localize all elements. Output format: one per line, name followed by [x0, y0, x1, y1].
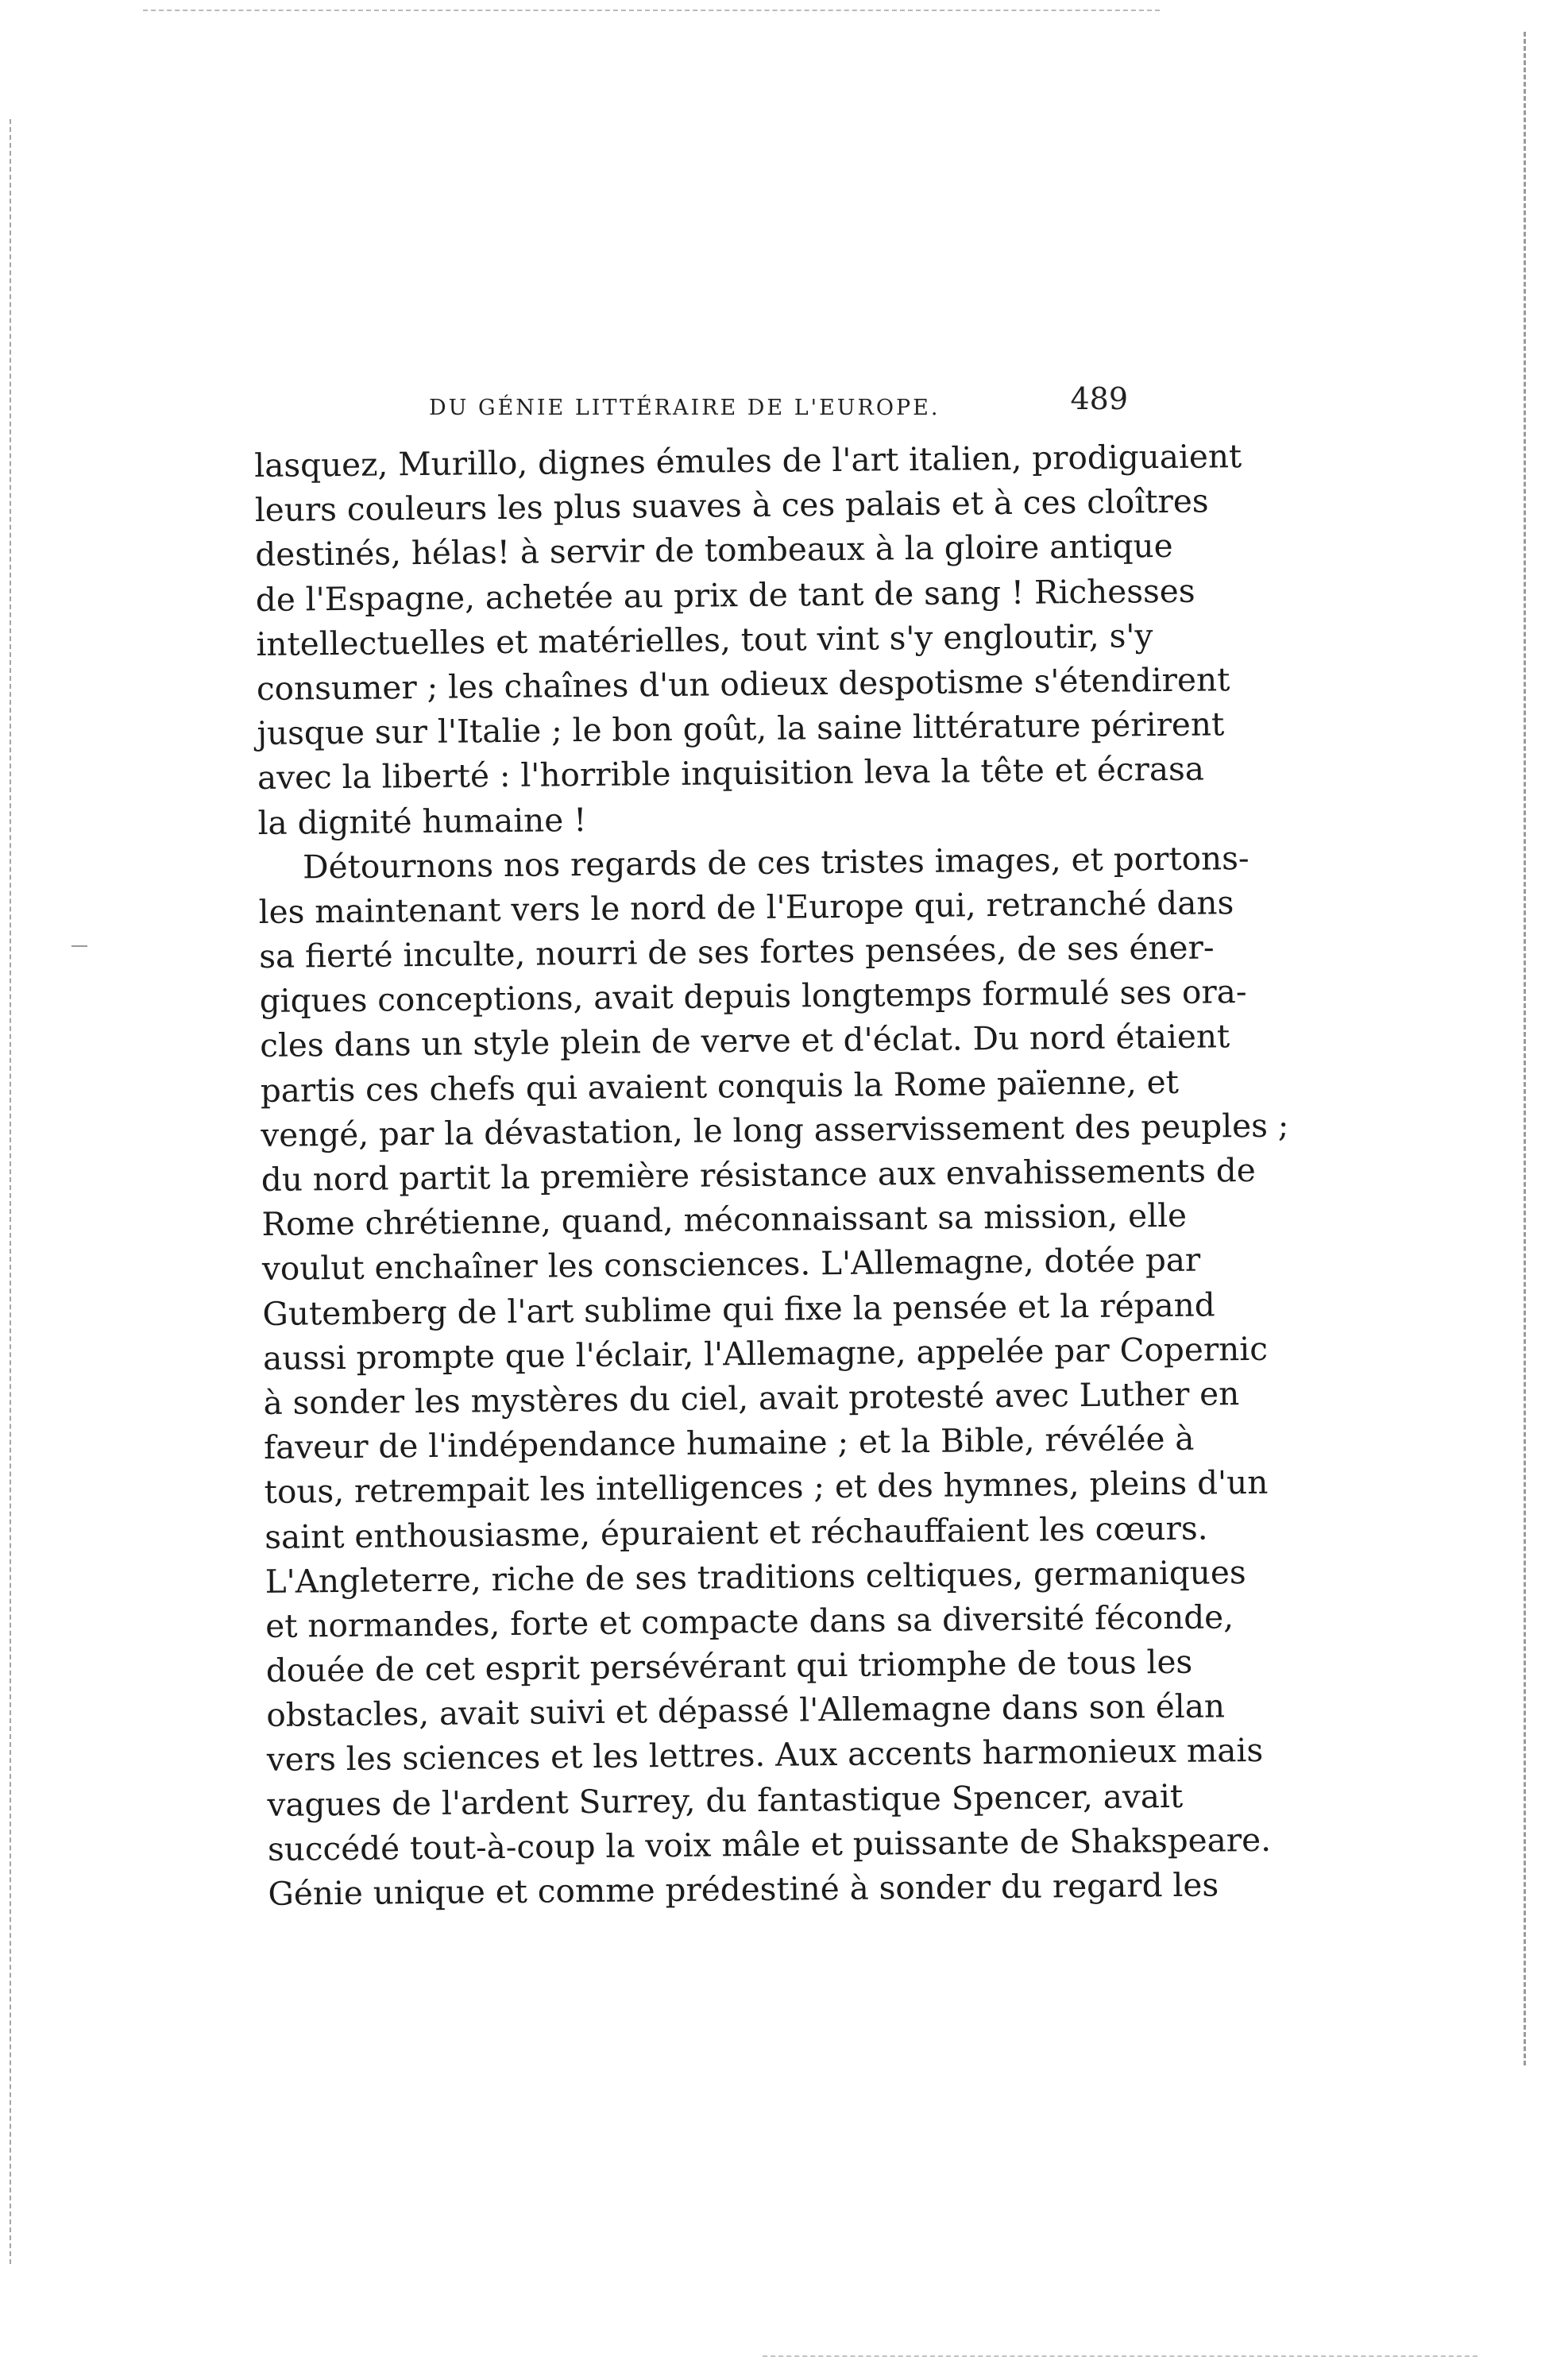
text-line: giques conceptions, avait depuis longtemps formulé ses ora-: [259, 972, 1247, 1021]
scan-edge-top: [143, 10, 1160, 11]
text-line: Rome chrétienne, quand, méconnaissant sa mission, elle: [261, 1196, 1188, 1244]
text-line: consumer ; les chaînes d'un odieux despotisme s'étendirent: [256, 660, 1230, 708]
paragraph-1: [254, 435, 1242, 844]
text-line: à sonder les mystères du ciel, avait protesté avec Luther en: [263, 1374, 1240, 1422]
text-line: destinés, hélas! à servir de tombeaux à la gloire antique: [255, 527, 1173, 574]
text-line: avec la liberté : l'horrible inquisition leva la tête et écrasa: [257, 749, 1205, 798]
text-line: douée de cet esprit persévérant qui triomphe de tous les: [265, 1642, 1193, 1690]
text-line: vengé, par la dévastation, le long asservissement des peuples ;: [261, 1106, 1289, 1154]
text-line: Génie unique et comme prédestiné à sonder du regard les: [268, 1865, 1219, 1913]
text-line: lasquez, Murillo, dignes émules de l'art italien, prodiguaient: [254, 437, 1242, 485]
text-line: faveur de l'indépendance humaine ; et la Bible, révélée à: [263, 1419, 1195, 1467]
paragraph-2: [258, 836, 1289, 1916]
page-header: [429, 381, 1128, 429]
scan-mark: [71, 945, 87, 947]
text-line: les maintenant vers le nord de l'Europe qui, retranché dans: [258, 883, 1234, 931]
page-number: 489: [1070, 381, 1128, 416]
running-head: DU GÉNIE LITTÉRAIRE DE L'EUROPE.: [429, 396, 941, 420]
text-line: Gutemberg de l'art sublime qui fixe la pensée et la répand: [262, 1285, 1215, 1333]
scan-edge-left: [10, 119, 11, 2264]
scan-edge-right: [1524, 32, 1526, 2065]
text-line: Détournons nos regards de ces tristes images, et portons-: [302, 838, 1250, 887]
text-line: L'Angleterre, riche de ses traditions celtiques, germaniques: [265, 1552, 1246, 1601]
text-line: vagues de l'ardent Surrey, du fantastique Spencer, avait: [267, 1776, 1184, 1824]
text-line: jusque sur l'Italie ; le bon goût, la saine littérature périrent: [257, 705, 1225, 753]
text-line: obstacles, avait suivi et dépassé l'Allemagne dans son élan: [266, 1686, 1226, 1735]
text-line: et normandes, forte et compacte dans sa diversité féconde,: [265, 1598, 1234, 1645]
body-text: [254, 435, 1289, 1916]
text-line: cles dans un style plein de verve et d'éclat. Du nord étaient: [260, 1017, 1230, 1065]
text-line: vers les sciences et les lettres. Aux accents harmonieux mais: [266, 1731, 1264, 1779]
text-line: succédé tout-à-coup la voix mâle et puissante de Shakspeare.: [267, 1820, 1272, 1868]
text-line: la dignité humaine !: [257, 800, 587, 842]
text-line: tous, retrempait les intelligences ; et des hymnes, pleins d'un: [264, 1463, 1269, 1512]
text-line: de l'Espagne, achetée au prix de tant de sang ! Richesses: [255, 571, 1195, 619]
scan-edge-bottom: [763, 2355, 1477, 2357]
text-line: saint enthousiasme, épuraient et réchauffaient les cœurs.: [264, 1509, 1208, 1556]
text-line: intellectuelles et matérielles, tout vint s'y engloutir, s'y: [256, 616, 1153, 663]
text-line: leurs couleurs les plus suaves à ces palais et à ces cloîtres: [254, 481, 1209, 530]
text-line: partis ces chefs qui avaient conquis la Rome païenne, et: [260, 1062, 1180, 1110]
text-line: du nord partit la première résistance aux envahissements de: [261, 1150, 1256, 1199]
text-line: aussi prompte que l'éclair, l'Allemagne, appelée par Copernic: [262, 1329, 1269, 1377]
text-line: sa fierté inculte, nourri de ses fortes pensées, de ses éner-: [258, 928, 1215, 976]
text-line: voulut enchaîner les consciences. L'Allemagne, dotée par: [261, 1240, 1201, 1289]
